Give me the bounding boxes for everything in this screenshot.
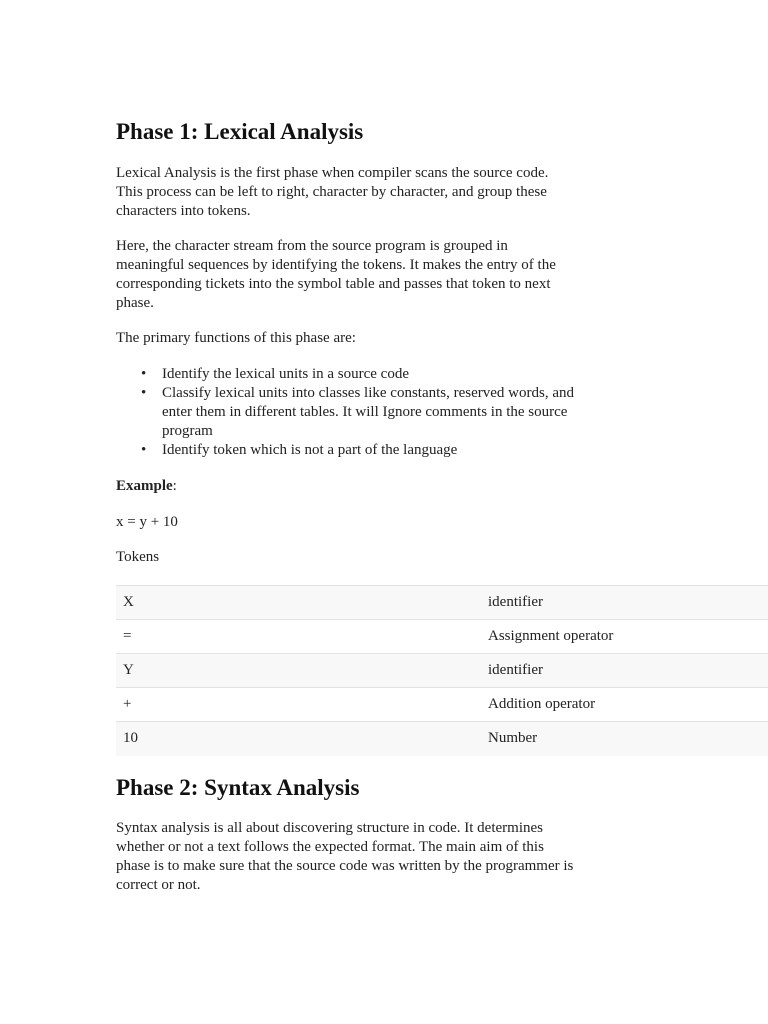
token-cell: Y xyxy=(123,662,134,678)
phase1-heading: Phase 1: Lexical Analysis xyxy=(116,119,364,144)
table-row xyxy=(116,620,768,654)
token-type-cell: Number xyxy=(488,730,538,747)
list-item xyxy=(116,441,656,460)
list-item xyxy=(116,384,656,441)
bullet-icon: • xyxy=(141,385,147,401)
text-line: correct or not. xyxy=(116,877,201,893)
text-line: Syntax analysis is all about discovering structure in code. It determines xyxy=(116,820,543,836)
token-cell: = xyxy=(123,628,132,644)
phase1-paragraph-1 xyxy=(116,164,656,221)
text-line: Lexical Analysis is the first phase when compiler scans the source code. xyxy=(116,165,549,181)
tokens-label: Tokens xyxy=(116,549,160,565)
text-line: phase. xyxy=(116,295,154,311)
list-item-text: Identify the lexical units in a source code xyxy=(162,366,409,382)
token-type-cell: Assignment operator xyxy=(488,628,614,644)
table-row xyxy=(116,654,768,688)
token-table xyxy=(116,585,768,756)
token-type-cell: identifier xyxy=(488,662,543,678)
list-item-text: enter them in different tables. It will Ignore comments in the source xyxy=(162,404,568,420)
text-line: corresponding tickets into the symbol table and passes that token to next xyxy=(116,276,551,292)
phase1-paragraph-3: The primary functions of this phase are: xyxy=(116,330,356,346)
list-item-text: Classify lexical units into classes like constants, reserved words, and xyxy=(162,385,574,401)
text-line: meaningful sequences by identifying the tokens. It makes the entry of the xyxy=(116,257,556,273)
token-cell: X xyxy=(123,594,134,610)
functions-list xyxy=(116,365,656,460)
phase1-paragraph-2 xyxy=(116,237,656,313)
phase1-section xyxy=(116,117,656,567)
phase2-section xyxy=(116,773,656,895)
text-line: phase is to make sure that the source code was written by the programmer is xyxy=(116,858,574,874)
table-row xyxy=(116,688,768,722)
text-line: characters into tokens. xyxy=(116,203,251,219)
example-line xyxy=(116,477,656,496)
token-type-cell: Addition operator xyxy=(488,696,596,712)
phase2-heading: Phase 2: Syntax Analysis xyxy=(116,775,360,800)
example-colon: : xyxy=(172,478,177,494)
example-equation: x = y + 10 xyxy=(116,514,178,530)
list-item-text: Identify token which is not a part of the language xyxy=(162,442,458,458)
text-line: Here, the character stream from the source program is grouped in xyxy=(116,238,508,254)
list-item xyxy=(116,365,656,384)
token-type-cell: identifier xyxy=(488,594,543,610)
list-item-text: program xyxy=(162,423,213,439)
example-label: Example xyxy=(116,478,173,494)
phase2-paragraph-1 xyxy=(116,819,656,895)
table-row xyxy=(116,586,768,620)
bullet-icon: • xyxy=(141,366,147,382)
table-row xyxy=(116,722,768,756)
token-cell: 10 xyxy=(123,730,138,747)
bullet-icon: • xyxy=(141,442,147,458)
token-cell: + xyxy=(123,696,132,712)
text-line: This process can be left to right, character by character, and group these xyxy=(116,184,547,200)
text-line: whether or not a text follows the expected format. The main aim of this xyxy=(116,839,544,855)
